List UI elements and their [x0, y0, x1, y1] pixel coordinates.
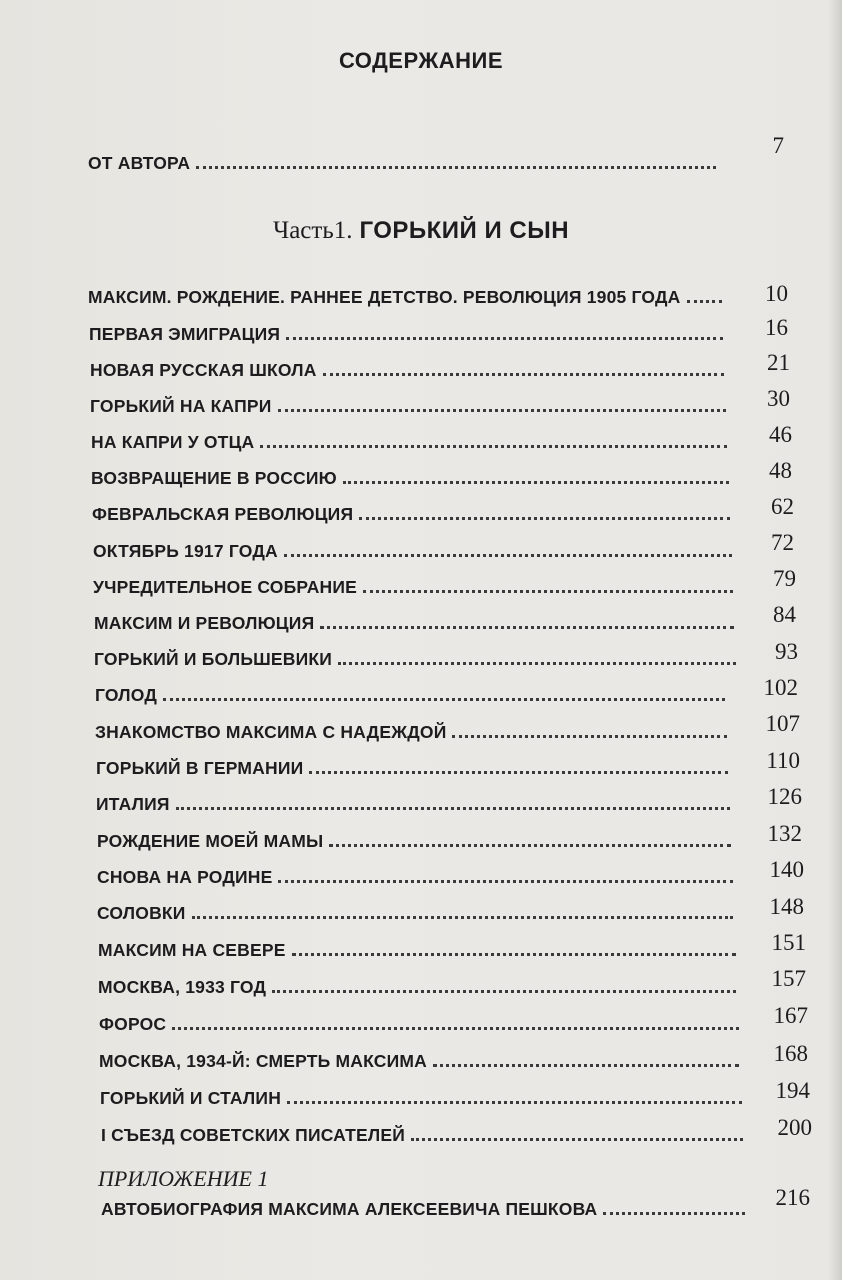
toc-entry-appendix: [101, 1192, 751, 1220]
toc-entry: [101, 1118, 749, 1146]
toc-entry-title: ГОЛОД: [95, 685, 157, 705]
toc-entry: [93, 534, 738, 562]
toc-entry-title: НОВАЯ РУССКАЯ ШКОЛА: [90, 360, 317, 380]
dot-leader: [284, 554, 732, 557]
toc-entry-page: 126: [767, 784, 802, 809]
toc-entry-title: МОСКВА, 1934-Й: СМЕРТЬ МАКСИМА: [99, 1051, 427, 1071]
dot-leader: [260, 445, 727, 448]
toc-entry-title: ГОРЬКИЙ И БОЛЬШЕВИКИ: [94, 649, 333, 669]
toc-entry-page: 21: [767, 350, 790, 375]
toc-entry-title: ФОРОС: [99, 1014, 167, 1034]
toc-entry: [90, 389, 732, 417]
toc-entry: [89, 317, 729, 345]
toc-entry-page: 102: [763, 675, 798, 700]
toc-entry-page: 48: [769, 458, 792, 483]
toc-entry-author: [88, 146, 722, 174]
toc-entry-page: 10: [765, 281, 788, 306]
dot-leader: [196, 166, 716, 169]
toc-entry-title: МАКСИМ И РЕВОЛЮЦИЯ: [94, 613, 315, 633]
toc-entry-title: ГОРЬКИЙ В ГЕРМАНИИ: [96, 758, 304, 778]
toc-entry: [100, 1081, 748, 1109]
toc-entry: [91, 425, 733, 453]
toc-entry: [96, 787, 736, 815]
toc-entry-title: СНОВА НА РОДИНЕ: [97, 867, 273, 887]
dot-leader: [687, 300, 722, 303]
dot-leader: [433, 1064, 739, 1067]
toc-entry: [95, 715, 733, 743]
toc-entry: [98, 970, 742, 998]
dot-leader: [278, 409, 726, 412]
toc-entry-title: ЗНАКОМСТВО МАКСИМА С НАДЕЖДОЙ: [95, 722, 447, 742]
dot-leader: [329, 844, 731, 847]
toc-entry-page: 151: [771, 930, 806, 955]
toc-entry-page: 46: [769, 422, 792, 447]
dot-leader: [363, 590, 733, 593]
toc-entry-title: РОЖДЕНИЕ МОЕЙ МАМЫ: [97, 831, 324, 851]
toc-entry: [94, 606, 740, 634]
toc-entry-page: 110: [766, 748, 800, 773]
dot-leader: [411, 1138, 743, 1141]
toc-entry: [97, 896, 739, 924]
toc-entry: [90, 353, 730, 381]
toc-entry: [97, 824, 737, 852]
toc-entry-page: 93: [775, 639, 798, 664]
toc-entry-title: ГОРЬКИЙ И СТАЛИН: [100, 1088, 282, 1108]
part-heading: [0, 216, 842, 245]
dot-leader: [292, 953, 736, 956]
toc-entry-title: АВТОБИОГРАФИЯ МАКСИМА АЛЕКСЕЕВИЧА ПЕШКОВА: [101, 1199, 598, 1219]
toc-entry-title: УЧРЕДИТЕЛЬНОЕ СОБРАНИЕ: [93, 577, 358, 597]
toc-entry-page: 200: [777, 1115, 812, 1140]
toc-entry-page: 157: [771, 966, 806, 991]
toc-entry-title: СОЛОВКИ: [97, 903, 186, 923]
toc-entry: [98, 933, 742, 961]
toc-entry: [95, 678, 731, 706]
toc-entry: [92, 497, 736, 525]
dot-leader: [309, 771, 728, 774]
toc-entry-page: 7: [772, 133, 784, 158]
toc-entry-title: ФЕВРАЛЬСКАЯ РЕВОЛЮЦИЯ: [92, 504, 354, 524]
toc-entry-page: 62: [771, 494, 794, 519]
contents-heading: СОДЕРЖАНИЕ: [338, 48, 504, 73]
toc-entry-page: 167: [773, 1003, 808, 1028]
dot-leader: [272, 990, 736, 993]
toc-entry: [96, 751, 734, 779]
dot-leader: [176, 807, 730, 810]
dot-leader: [286, 337, 723, 340]
dot-leader: [278, 880, 733, 883]
dot-leader: [359, 517, 730, 520]
toc-entry-page: 194: [775, 1078, 810, 1103]
toc-entry-title: ВОЗВРАЩЕНИЕ В РОССИЮ: [91, 468, 337, 488]
dot-leader: [287, 1101, 742, 1104]
toc-entry-title: МАКСИМ НА СЕВЕРЕ: [98, 940, 286, 960]
part-title: ГОРЬКИЙ И СЫН: [359, 217, 570, 244]
toc-entry-title: МАКСИМ. РОЖДЕНИЕ. РАННЕЕ ДЕТСТВО. РЕВОЛЮЦИЯ 1905 ГОДА: [88, 287, 681, 307]
dot-leader: [603, 1212, 745, 1215]
dot-leader: [172, 1027, 739, 1030]
part-prefix: Часть1.: [272, 217, 353, 244]
toc-entry: [97, 860, 739, 888]
toc-entry: [91, 461, 735, 489]
toc-entry-title: НА КАПРИ У ОТЦА: [91, 432, 255, 452]
toc-entry-page: 216: [775, 1185, 810, 1210]
toc-entry-page: 148: [769, 894, 804, 919]
toc-entry-page: 107: [765, 711, 800, 736]
toc-entry-title: ОТ АВТОРА: [88, 153, 191, 173]
toc-entry: [99, 1044, 745, 1072]
toc-entry: [88, 280, 728, 308]
toc-entry-page: 84: [773, 602, 796, 627]
toc-entry-page: 168: [773, 1041, 808, 1066]
toc-entry-title: МОСКВА, 1933 ГОД: [98, 977, 267, 997]
toc-entry-title: ОКТЯБРЬ 1917 ГОДА: [93, 541, 278, 561]
dot-leader: [338, 662, 736, 665]
page-edge-shadow: [828, 0, 842, 1280]
toc-entry-page: 132: [767, 821, 802, 846]
dot-leader: [323, 373, 724, 376]
toc-entry: [94, 642, 742, 670]
toc-entry-page: 16: [765, 315, 788, 340]
dot-leader: [163, 698, 725, 701]
toc-entry: [99, 1007, 745, 1035]
toc-entry: [93, 570, 739, 598]
toc-entry-page: 72: [771, 530, 794, 555]
appendix-label: ПРИЛОЖЕНИЕ 1: [98, 1166, 269, 1191]
toc-entry-page: 140: [769, 857, 804, 882]
toc-entry-page: 79: [773, 566, 796, 591]
dot-leader: [192, 916, 733, 919]
dot-leader: [343, 481, 729, 484]
toc-entry-title: ГОРЬКИЙ НА КАПРИ: [90, 396, 272, 416]
toc-entry-title: ИТАЛИЯ: [96, 794, 170, 814]
toc-entry-title: ПЕРВАЯ ЭМИГРАЦИЯ: [89, 324, 281, 344]
toc-entry-page: 30: [767, 386, 790, 411]
dot-leader: [320, 626, 734, 629]
toc-entry-title: I СЪЕЗД СОВЕТСКИХ ПИСАТЕЛЕЙ: [101, 1125, 405, 1145]
dot-leader: [452, 735, 727, 738]
